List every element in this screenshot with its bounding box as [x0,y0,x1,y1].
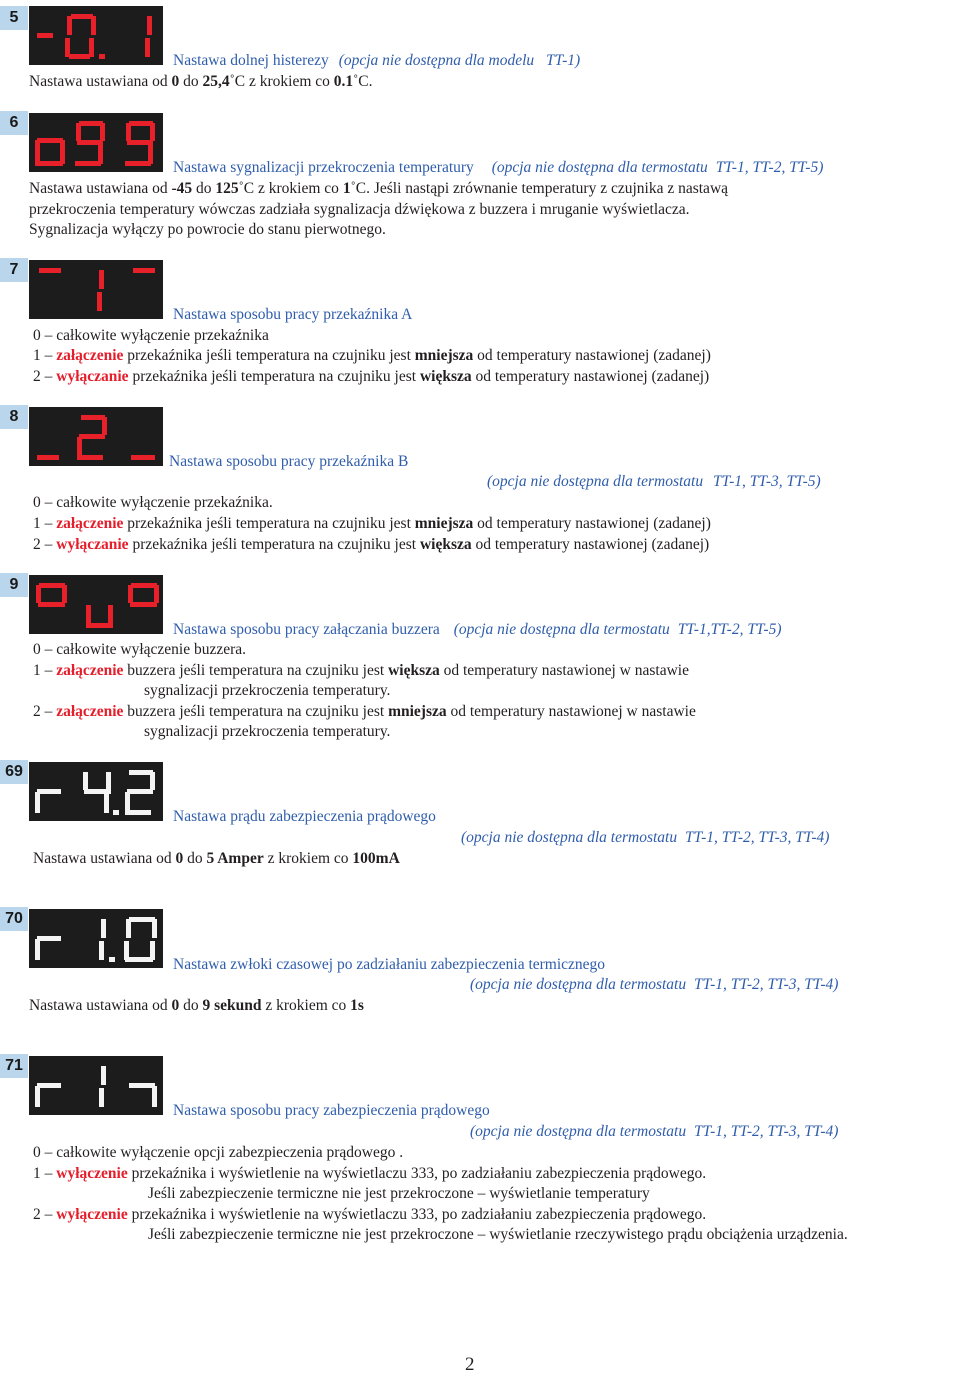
section-71-note: (opcja nie dostępna dla termostatu [470,1123,687,1140]
section-71-title: Nastawa sposobu pracy zabezpieczenia prądowego [173,1102,490,1119]
section-8-note-models: TT-1, TT-3, TT-5) [713,473,821,490]
section-71-note-models: TT-1, TT-2, TT-3, TT-4) [694,1123,839,1140]
section-5-range-line: Nastawa ustawiana od 0 do 25,4˚C z krokiem co 0.1˚C. [29,73,373,90]
section-6-title: Nastawa sygnalizacji przekroczenia temperatury [173,159,474,176]
section-6-note-models: TT-1, TT-2, TT-5) [715,159,824,176]
section-6-note: (opcja nie dostępna dla termostatu [491,159,708,176]
section-69-note-models: TT-1, TT-2, TT-3, TT-4) [685,829,830,846]
section-8-option-2: 2 – wyłączanie przekaźnika jeśli temperatura na czujniku jest większa od temperatury nastawionej (zadanej) [33,536,710,553]
section-9-option-1: 1 – załączenie buzzera jeśli temperatura na czujniku jest większa od temperatury nastawionej w nastawie [33,662,689,679]
section-9-title: Nastawa sposobu pracy załączania buzzera [173,621,440,638]
section-9-display [29,575,163,634]
section-71-badge: 71 [0,1054,28,1078]
section-70-badge: 70 [0,907,28,931]
section-71-option-2: 2 – wyłączenie przekaźnika i wyświetlenie na wyświetlaczu 333, po zadziałaniu zabezpieczenia prądowego. [33,1206,707,1223]
section-6-display [29,113,163,172]
section-9-option-2: 2 – załączenie buzzera jeśli temperatura na czujniku jest mniejsza od temperatury nastawionej w nastawie [33,703,696,720]
section-7-option-2: 2 – wyłączanie przekaźnika jeśli temperatura na czujniku jest większa od temperatury nastawionej (zadanej) [33,368,710,385]
section-8-title: Nastawa sposobu pracy przekaźnika B [169,453,409,470]
section-69-display [29,762,163,821]
page-number: 2 [465,1354,475,1375]
section-8-option-1: 1 – załączenie przekaźnika jeśli temperatura na czujniku jest mniejsza od temperatury nastawionej (zadanej) [33,515,711,532]
section-7-display [29,260,163,319]
section-8-note: (opcja nie dostępna dla termostatu [487,473,704,490]
section-7-badge: 7 [0,258,28,282]
section-69-badge: 69 [0,760,28,784]
section-8-option-0: 0 – całkowite wyłączenie przekaźnika. [33,494,273,511]
section-9-badge: 9 [0,573,28,597]
section-9-option-1-continued: sygnalizacji przekroczenia temperatury. [144,682,391,699]
section-69-note: (opcja nie dostępna dla termostatu [461,829,678,846]
section-70-title: Nastawa zwłoki czasowej po zadziałaniu zabezpieczenia termicznego [173,956,606,973]
section-69-title: Nastawa prądu zabezpieczenia prądowego [173,808,436,825]
section-69-range-line: Nastawa ustawiana od 0 do 5 Amper z krokiem co 100mA [33,850,400,867]
section-6-range-line: Nastawa ustawiana od -45 do 125˚C z krokiem co 1˚C. Jeśli nastąpi zrównanie temperatury z czujnika z nastawą [29,180,729,197]
section-6-text-line-2: przekroczenia temperatury wówczas zadziała sygnalizacja dźwiękowa z buzzera i mruganie wyświetlacza. [29,201,690,218]
section-70-note-models: TT-1, TT-2, TT-3, TT-4) [694,976,839,993]
section-9-option-2-continued: sygnalizacji przekroczenia temperatury. [144,723,391,740]
section-5-note-models: TT-1) [546,52,581,69]
section-70-range-line: Nastawa ustawiana od 0 do 9 sekund z krokiem co 1s [29,997,364,1014]
section-70-note: (opcja nie dostępna dla termostatu [470,976,687,993]
section-7-option-0: 0 – całkowite wyłączenie przekaźnika [33,327,269,344]
section-5-note: (opcja nie dostępna dla modelu [338,52,535,69]
section-8-badge: 8 [0,405,28,429]
section-71-display [29,1056,163,1115]
section-9-option-0: 0 – całkowite wyłączenie buzzera. [33,641,247,658]
section-70-display [29,909,163,968]
section-6-badge: 6 [0,111,28,135]
section-8-display [29,407,163,466]
section-7-option-1: 1 – załączenie przekaźnika jeśli temperatura na czujniku jest mniejsza od temperatury nastawionej (zadanej) [33,347,711,364]
section-7-title: Nastawa sposobu pracy przekaźnika A [173,306,413,323]
section-71-option-0: 0 – całkowite wyłączenie opcji zabezpieczenia prądowego . [33,1144,404,1161]
section-9-note: (opcja nie dostępna dla termostatu [453,621,670,638]
section-71-option-2-continued: Jeśli zabezpieczenie termiczne nie jest przekroczone – wyświetlanie rzeczywistego prądu obciążenia urządzenia. [148,1226,848,1243]
section-71-option-1-continued: Jeśli zabezpieczenie termiczne nie jest przekroczone – wyświetlanie temperatury [148,1185,650,1202]
section-6-text-line-3: Sygnalizacja wyłączy po powrocie do stanu pierwotnego. [29,221,386,238]
section-71-option-1: 1 – wyłączenie przekaźnika i wyświetlenie na wyświetlaczu 333, po zadziałaniu zabezpieczenia prądowego. [33,1165,707,1182]
section-5-title: Nastawa dolnej histerezy [173,52,329,69]
section-5-display [29,6,163,65]
section-5-badge: 5 [0,6,28,30]
section-9-note-models: TT-1,TT-2, TT-5) [677,621,782,638]
